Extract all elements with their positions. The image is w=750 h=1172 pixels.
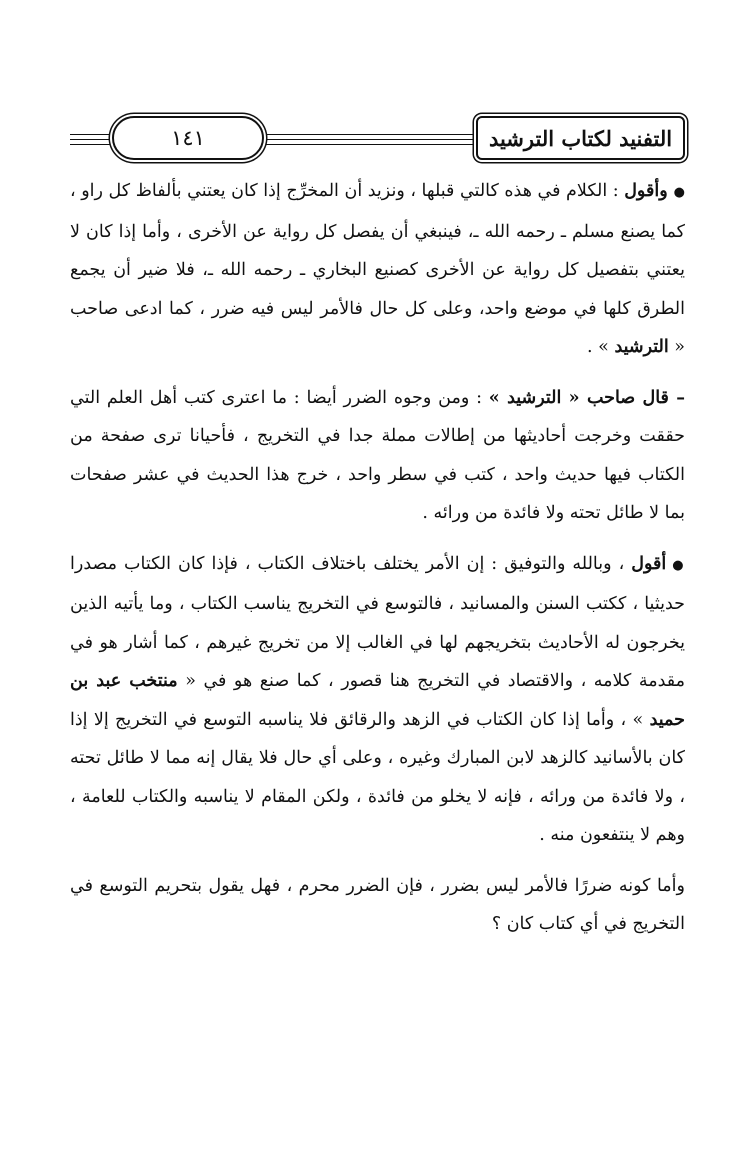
bullet-icon: ● [672, 557, 686, 573]
paragraph-text: ، وبالله والتوفيق : إن الأمر يختلف باختلاف الكتاب ، فإذا كان الكتاب مصدرا حديثيا ، ككتب السنن والمسانيد ، فالتوسع في التخريج يناسب الكتاب ، وما يأتيه الذين يخرجون له الأحاديث بتخريجهم لها في الغالب إلا من تخريج غيرهم ، كما أشار هو في مقدمة كلامه ، والاقتصاد في التخريج هنا قصور ، كما صنع هو في « [70, 553, 685, 691]
paragraph-4 [70, 867, 685, 944]
body-text [70, 172, 685, 956]
lead-word: – قال صاحب « الترشيد » [488, 387, 685, 408]
paragraph-1 [70, 172, 685, 367]
book-title: منتخب عبد بن حميد [70, 671, 685, 730]
paragraph-text: » ، وأما إذا كان الكتاب في الزهد والرقائق فلا يناسبه التوسع في التخريج إلا إذا كان بالأسانيد كالزهد لابن المبارك وغيره ، وعلى أي حال فلا يقال إنه مما لا طائل تحته ، ولا فائدة من ورائه ، فإنه لا يخلو من فائدة ، ولكن المقام لا يناسبه والكتاب للعامة ، وهم لا ينتفعون منه . [70, 709, 685, 845]
running-title: التفنيد لكتاب الترشيد [476, 116, 685, 160]
paragraph-text: وأما كونه ضررًا فالأمر ليس بضرر ، فإن الضرر محرم ، فهل يقول بتحريم التوسع في التخريج في أي كتاب كان ؟ [70, 875, 685, 934]
book-title: الترشيد [614, 337, 669, 357]
paragraph-2 [70, 379, 685, 533]
paragraph-text: : الكلام في هذه كالتي قبلها ، ونزيد أن المخرِّج إذا كان يعتني بألفاظ كل راو ، كما يصنع مسلم ـ رحمه الله ـ، فينبغي أن يفصل كل رواية عن الأخرى ، وأما إذا كان لا يعتني بتفصيل كل رواية عن الأخرى كصنيع البخاري ـ رحمه الله ـ، فلا ضير أن يجمع الطرق كلها في موضع واحد، وعلى كل حال فالأمر ليس فيه ضرر ، كما ادعى صاحب « [70, 181, 685, 357]
paragraph-text: : ومن وجوه الضرر أيضا : ما اعترى كتب أهل العلم التي حققت وخرجت أحاديثها من إطالات مملة جدا في التخريج ، فأحيانا ترى صفحة من الكتاب فيها حديث واحد ، كتب في سطر واحد ، خرج هذا الحديث في عشر صفحات بما لا طائل تحته ولا فائدة من ورائه . [70, 387, 685, 523]
bullet-icon: ● [673, 185, 686, 200]
paragraph-3 [70, 545, 685, 855]
lead-word: وأقول [624, 181, 668, 201]
page-header [70, 112, 685, 162]
page-number: ١٤١ [112, 116, 264, 160]
lead-word: أقول [631, 553, 667, 574]
paragraph-text: » . [587, 337, 615, 357]
